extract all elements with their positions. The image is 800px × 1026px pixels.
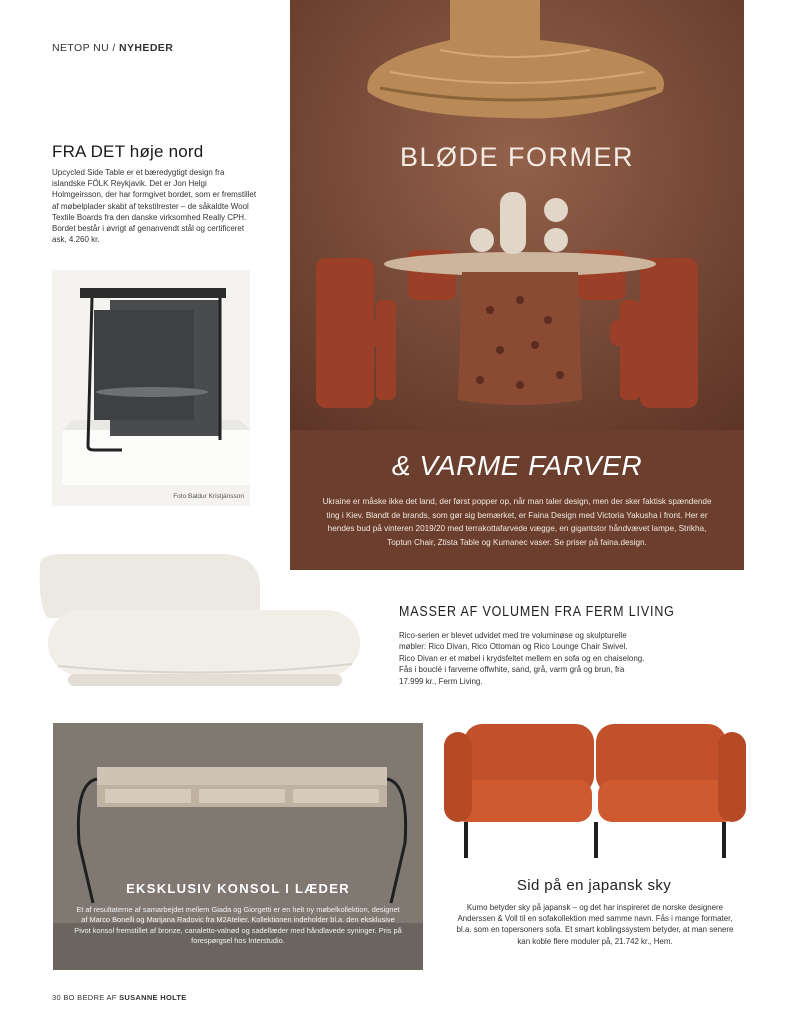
article-title: MASSER AF VOLUMEN FRA FERM LIVING: [399, 604, 675, 620]
category-label: NYHEDER: [119, 42, 174, 54]
kumo-sofa-photo: [444, 718, 746, 866]
hero-scene: [290, 0, 744, 570]
console-body: Et af resultaterne af samarbejdet mellem Giada og Giorgetti er en helt ny møbelkollektion, designet af Marco Bonelli og Marijana Radovic fra M2Atelier. Kollektionen indeholder bl.a. den eksklusive Pivot konsol fremstillet af bronze, canaletto-valnød og sadellæder med håndlavede syninger. Pris på forespørgsel hos Interstudio.: [74, 905, 402, 946]
article-body: Kumo betyder sky på japansk – og det har inspireret de norske designere Anderssen & Voll til en sofakollektion med samme navn. Fås i mange formater, bl.a. som en topersoners sofa. Et smart koblingssystem betyder, at man senere kan koble flere moduler på, 21.742 kr., Hem.: [456, 903, 734, 946]
article-title: Sid på en japansk sky: [516, 877, 672, 894]
section-header: [52, 42, 173, 54]
page-footer: [52, 993, 187, 1002]
hero-subtitle: & VARME FARVER: [391, 450, 643, 481]
article-body: Rico-serien er blevet udvidet med tre voluminøse og skulpturelle møbler: Rico Divan, Rico Ottoman og Rico Lounge Chair Swivel. Rico Divan er et møbel i krydsfeltet mellem en sofa og en chaiselong. Fås i bouclé i farverne offwhite, sand, grå, varm grå og brun, fra 17.999 kr., Ferm Living.: [399, 631, 645, 686]
page-number: 30: [52, 993, 61, 1002]
side-table-photo: [52, 270, 250, 506]
hero-body: Ukraine er måske ikke det land, der først popper op, når man taler design, men der sker faktisk spændende ting i Kiev. Blandt de brands, som gør sig bemærket, er Faina Design med Victoria Yakusha i front. Her er hendes bud på vinteren 2019/20 med terrakottafarvede vægge, en gigantstor håndvævet lampe, Strikha, Toptun Chair, Ztista Table og Kumanec vaser. Se priser på faina.design.: [322, 497, 712, 547]
article-body: Upcycled Side Table er et bæredygtigt design fra islandske FÖLK Reykjavik. Det er Jon Helgi Holmgeirsson, der har formgivet bordet, som er fremstillet af møbelplader skabt af tekstilrester – de såkaldte Wool Textile Boards fra den danske virksomhed Really CPH. Bordet består i øvrigt af genanvendt stål og certificeret ask, 4.260 kr.: [52, 168, 257, 245]
article-title: FRA DET høje nord: [52, 142, 204, 161]
byline-prefix: AF: [106, 993, 117, 1002]
magazine-name: BO BEDRE: [63, 993, 105, 1002]
divan-photo: [34, 548, 364, 696]
console-title: EKSKLUSIV KONSOL I LÆDER: [126, 881, 350, 896]
photo-credit: Foto Baldur Kristjánsson: [173, 493, 244, 500]
two-seat-sofa-icon: [444, 718, 746, 866]
hero-feature: [290, 0, 744, 570]
console-feature: [53, 723, 423, 970]
section-label: NETOP NU /: [52, 42, 116, 54]
side-table-icon: [52, 270, 250, 506]
divan-sofa-icon: [34, 548, 364, 696]
hero-title: BLØDE FORMER: [399, 142, 635, 172]
author-name: SUSANNE HOLTE: [119, 993, 187, 1002]
